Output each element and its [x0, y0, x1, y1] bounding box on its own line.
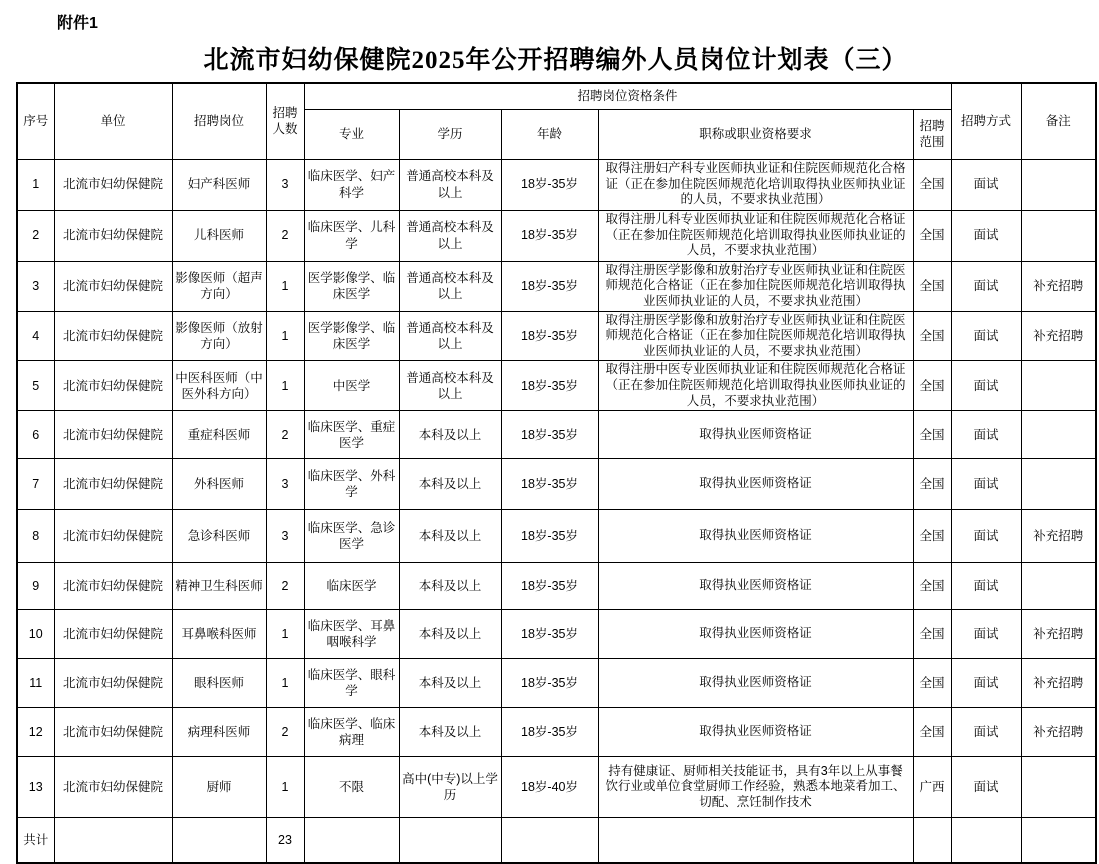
cell-remark	[1021, 361, 1096, 411]
cell-requirement: 取得执业医师资格证	[598, 459, 913, 510]
cell-requirement: 取得执业医师资格证	[598, 659, 913, 708]
cell-no: 6	[17, 411, 54, 459]
cell-age: 18岁-35岁	[501, 708, 598, 757]
cell-no: 8	[17, 510, 54, 563]
cell-scope: 全国	[913, 510, 951, 563]
cell-count: 2	[266, 563, 304, 610]
cell-remark	[1021, 210, 1096, 261]
cell-remark: 补充招聘	[1021, 659, 1096, 708]
cell-requirement: 取得执业医师资格证	[598, 610, 913, 659]
cell-education: 普通高校本科及以上	[399, 261, 501, 311]
cell-position: 厨师	[172, 757, 266, 818]
cell-no: 4	[17, 311, 54, 361]
cell-remark: 补充招聘	[1021, 261, 1096, 311]
cell-empty	[951, 818, 1021, 863]
cell-unit: 北流市妇幼保健院	[54, 563, 172, 610]
cell-method: 面试	[951, 659, 1021, 708]
cell-count: 1	[266, 311, 304, 361]
cell-age: 18岁-35岁	[501, 311, 598, 361]
cell-requirement: 取得注册中医专业医师执业证和住院医师规范化合格证（正在参加住院医师规范化培训取得执业医师执业证的人员，不要求执业范围）	[598, 361, 913, 411]
cell-scope: 全国	[913, 361, 951, 411]
header-remark: 备注	[1021, 83, 1096, 159]
cell-unit: 北流市妇幼保健院	[54, 361, 172, 411]
header-major: 专业	[304, 109, 399, 159]
cell-major: 临床医学、重症医学	[304, 411, 399, 459]
table-row	[17, 210, 1096, 261]
table-row	[17, 610, 1096, 659]
cell-remark	[1021, 459, 1096, 510]
cell-position: 中医科医师（中医外科方向）	[172, 361, 266, 411]
header-no: 序号	[17, 83, 54, 159]
page-title: 北流市妇幼保健院2025年公开招聘编外人员岗位计划表（三）	[203, 47, 908, 74]
cell-major: 中医学	[304, 361, 399, 411]
cell-scope: 广西	[913, 757, 951, 818]
cell-scope: 全国	[913, 210, 951, 261]
header-qualification-group: 招聘岗位资格条件	[304, 83, 951, 109]
cell-education: 普通高校本科及以上	[399, 159, 501, 210]
cell-requirement: 取得注册妇产科专业医师执业证和住院医师规范化合格证（正在参加住院医师规范化培训取得执业医师执业证的人员，不要求执业范围）	[598, 159, 913, 210]
cell-count: 2	[266, 411, 304, 459]
table-row	[17, 361, 1096, 411]
total-row	[17, 818, 1096, 863]
cell-method: 面试	[951, 361, 1021, 411]
cell-requirement: 持有健康证、厨师相关技能证书，具有3年以上从事餐饮行业或单位食堂厨师工作经验，熟悉本地菜肴加工、切配、烹饪制作技术	[598, 757, 913, 818]
header-position: 招聘岗位	[172, 83, 266, 159]
table-row	[17, 159, 1096, 210]
cell-method: 面试	[951, 610, 1021, 659]
cell-education: 普通高校本科及以上	[399, 210, 501, 261]
cell-unit: 北流市妇幼保健院	[54, 210, 172, 261]
cell-no: 1	[17, 159, 54, 210]
cell-education: 本科及以上	[399, 708, 501, 757]
cell-scope: 全国	[913, 411, 951, 459]
cell-remark: 补充招聘	[1021, 510, 1096, 563]
cell-no: 9	[17, 563, 54, 610]
cell-unit: 北流市妇幼保健院	[54, 459, 172, 510]
cell-count: 3	[266, 459, 304, 510]
cell-no: 5	[17, 361, 54, 411]
cell-position: 精神卫生科医师	[172, 563, 266, 610]
cell-age: 18岁-35岁	[501, 261, 598, 311]
cell-education: 本科及以上	[399, 610, 501, 659]
cell-no: 3	[17, 261, 54, 311]
table-row	[17, 757, 1096, 818]
cell-major: 临床医学、妇产科学	[304, 159, 399, 210]
cell-age: 18岁-35岁	[501, 159, 598, 210]
cell-method: 面试	[951, 459, 1021, 510]
cell-education: 普通高校本科及以上	[399, 361, 501, 411]
cell-total-count: 23	[266, 818, 304, 863]
header-count: 招聘人数	[266, 83, 304, 159]
cell-position: 影像医师（超声方向）	[172, 261, 266, 311]
cell-unit: 北流市妇幼保健院	[54, 510, 172, 563]
cell-method: 面试	[951, 757, 1021, 818]
cell-unit: 北流市妇幼保健院	[54, 261, 172, 311]
cell-count: 1	[266, 361, 304, 411]
cell-no: 13	[17, 757, 54, 818]
cell-age: 18岁-35岁	[501, 510, 598, 563]
cell-count: 2	[266, 210, 304, 261]
cell-empty	[304, 818, 399, 863]
cell-unit: 北流市妇幼保健院	[54, 610, 172, 659]
table-row	[17, 459, 1096, 510]
cell-empty	[598, 818, 913, 863]
cell-remark	[1021, 411, 1096, 459]
recruitment-table	[16, 82, 1097, 864]
cell-count: 1	[266, 261, 304, 311]
cell-remark: 补充招聘	[1021, 708, 1096, 757]
cell-age: 18岁-35岁	[501, 361, 598, 411]
cell-education: 本科及以上	[399, 659, 501, 708]
cell-major: 临床医学、外科学	[304, 459, 399, 510]
cell-age: 18岁-35岁	[501, 563, 598, 610]
cell-method: 面试	[951, 311, 1021, 361]
cell-age: 18岁-35岁	[501, 210, 598, 261]
header-education: 学历	[399, 109, 501, 159]
table-row	[17, 510, 1096, 563]
cell-no: 12	[17, 708, 54, 757]
cell-method: 面试	[951, 159, 1021, 210]
cell-method: 面试	[951, 411, 1021, 459]
table-row	[17, 708, 1096, 757]
cell-major: 临床医学、临床病理	[304, 708, 399, 757]
cell-count: 1	[266, 757, 304, 818]
cell-no: 7	[17, 459, 54, 510]
header-scope: 招聘范围	[913, 109, 951, 159]
cell-requirement: 取得注册医学影像和放射治疗专业医师执业证和住院医师规范化合格证（正在参加住院医师规范化培训取得执业医师执业证的人员，不要求执业范围）	[598, 261, 913, 311]
cell-empty	[913, 818, 951, 863]
cell-remark	[1021, 757, 1096, 818]
cell-empty	[54, 818, 172, 863]
cell-education: 本科及以上	[399, 510, 501, 563]
cell-education: 本科及以上	[399, 563, 501, 610]
cell-major: 临床医学、儿科学	[304, 210, 399, 261]
cell-scope: 全国	[913, 459, 951, 510]
cell-empty	[172, 818, 266, 863]
cell-unit: 北流市妇幼保健院	[54, 708, 172, 757]
cell-position: 妇产科医师	[172, 159, 266, 210]
cell-total-label: 共计	[17, 818, 54, 863]
cell-empty	[1021, 818, 1096, 863]
cell-major: 临床医学、耳鼻咽喉科学	[304, 610, 399, 659]
cell-major: 临床医学、急诊医学	[304, 510, 399, 563]
cell-method: 面试	[951, 708, 1021, 757]
header-requirement: 职称或职业资格要求	[598, 109, 913, 159]
cell-unit: 北流市妇幼保健院	[54, 159, 172, 210]
cell-major: 临床医学、眼科学	[304, 659, 399, 708]
cell-method: 面试	[951, 510, 1021, 563]
cell-age: 18岁-35岁	[501, 610, 598, 659]
cell-position: 急诊科医师	[172, 510, 266, 563]
cell-empty	[399, 818, 501, 863]
cell-requirement: 取得执业医师资格证	[598, 563, 913, 610]
cell-education: 本科及以上	[399, 459, 501, 510]
cell-position: 重症科医师	[172, 411, 266, 459]
cell-education: 本科及以上	[399, 411, 501, 459]
cell-scope: 全国	[913, 659, 951, 708]
attachment-label: 附件1	[57, 15, 98, 32]
table-row	[17, 563, 1096, 610]
cell-method: 面试	[951, 563, 1021, 610]
cell-position: 眼科医师	[172, 659, 266, 708]
cell-count: 1	[266, 659, 304, 708]
cell-requirement: 取得执业医师资格证	[598, 708, 913, 757]
cell-count: 3	[266, 159, 304, 210]
cell-age: 18岁-40岁	[501, 757, 598, 818]
cell-major: 医学影像学、临床医学	[304, 261, 399, 311]
cell-requirement: 取得注册医学影像和放射治疗专业医师执业证和住院医师规范化合格证（正在参加住院医师规范化培训取得执业医师执业证的人员，不要求执业范围）	[598, 311, 913, 361]
cell-method: 面试	[951, 210, 1021, 261]
cell-scope: 全国	[913, 610, 951, 659]
header-unit: 单位	[54, 83, 172, 159]
cell-major: 不限	[304, 757, 399, 818]
table-row	[17, 411, 1096, 459]
cell-no: 10	[17, 610, 54, 659]
cell-requirement: 取得执业医师资格证	[598, 510, 913, 563]
table-row	[17, 659, 1096, 708]
cell-age: 18岁-35岁	[501, 411, 598, 459]
cell-requirement: 取得执业医师资格证	[598, 411, 913, 459]
cell-no: 11	[17, 659, 54, 708]
cell-position: 儿科医师	[172, 210, 266, 261]
table-row	[17, 261, 1096, 311]
cell-remark	[1021, 159, 1096, 210]
cell-major: 临床医学	[304, 563, 399, 610]
cell-scope: 全国	[913, 311, 951, 361]
cell-major: 医学影像学、临床医学	[304, 311, 399, 361]
cell-position: 耳鼻喉科医师	[172, 610, 266, 659]
header-row-top	[17, 83, 1096, 109]
header-age: 年龄	[501, 109, 598, 159]
cell-count: 2	[266, 708, 304, 757]
cell-method: 面试	[951, 261, 1021, 311]
cell-unit: 北流市妇幼保健院	[54, 411, 172, 459]
cell-unit: 北流市妇幼保健院	[54, 757, 172, 818]
cell-unit: 北流市妇幼保健院	[54, 311, 172, 361]
header-method: 招聘方式	[951, 83, 1021, 159]
cell-remark: 补充招聘	[1021, 610, 1096, 659]
cell-scope: 全国	[913, 563, 951, 610]
cell-position: 影像医师（放射方向）	[172, 311, 266, 361]
cell-age: 18岁-35岁	[501, 659, 598, 708]
cell-position: 外科医师	[172, 459, 266, 510]
cell-scope: 全国	[913, 708, 951, 757]
cell-position: 病理科医师	[172, 708, 266, 757]
cell-count: 3	[266, 510, 304, 563]
cell-unit: 北流市妇幼保健院	[54, 659, 172, 708]
cell-age: 18岁-35岁	[501, 459, 598, 510]
cell-requirement: 取得注册儿科专业医师执业证和住院医师规范化合格证（正在参加住院医师规范化培训取得执业医师执业证的人员，不要求执业范围）	[598, 210, 913, 261]
table-row	[17, 311, 1096, 361]
cell-education: 高中(中专)以上学历	[399, 757, 501, 818]
cell-remark: 补充招聘	[1021, 311, 1096, 361]
cell-scope: 全国	[913, 261, 951, 311]
cell-no: 2	[17, 210, 54, 261]
cell-empty	[501, 818, 598, 863]
cell-education: 普通高校本科及以上	[399, 311, 501, 361]
cell-remark	[1021, 563, 1096, 610]
cell-count: 1	[266, 610, 304, 659]
cell-scope: 全国	[913, 159, 951, 210]
